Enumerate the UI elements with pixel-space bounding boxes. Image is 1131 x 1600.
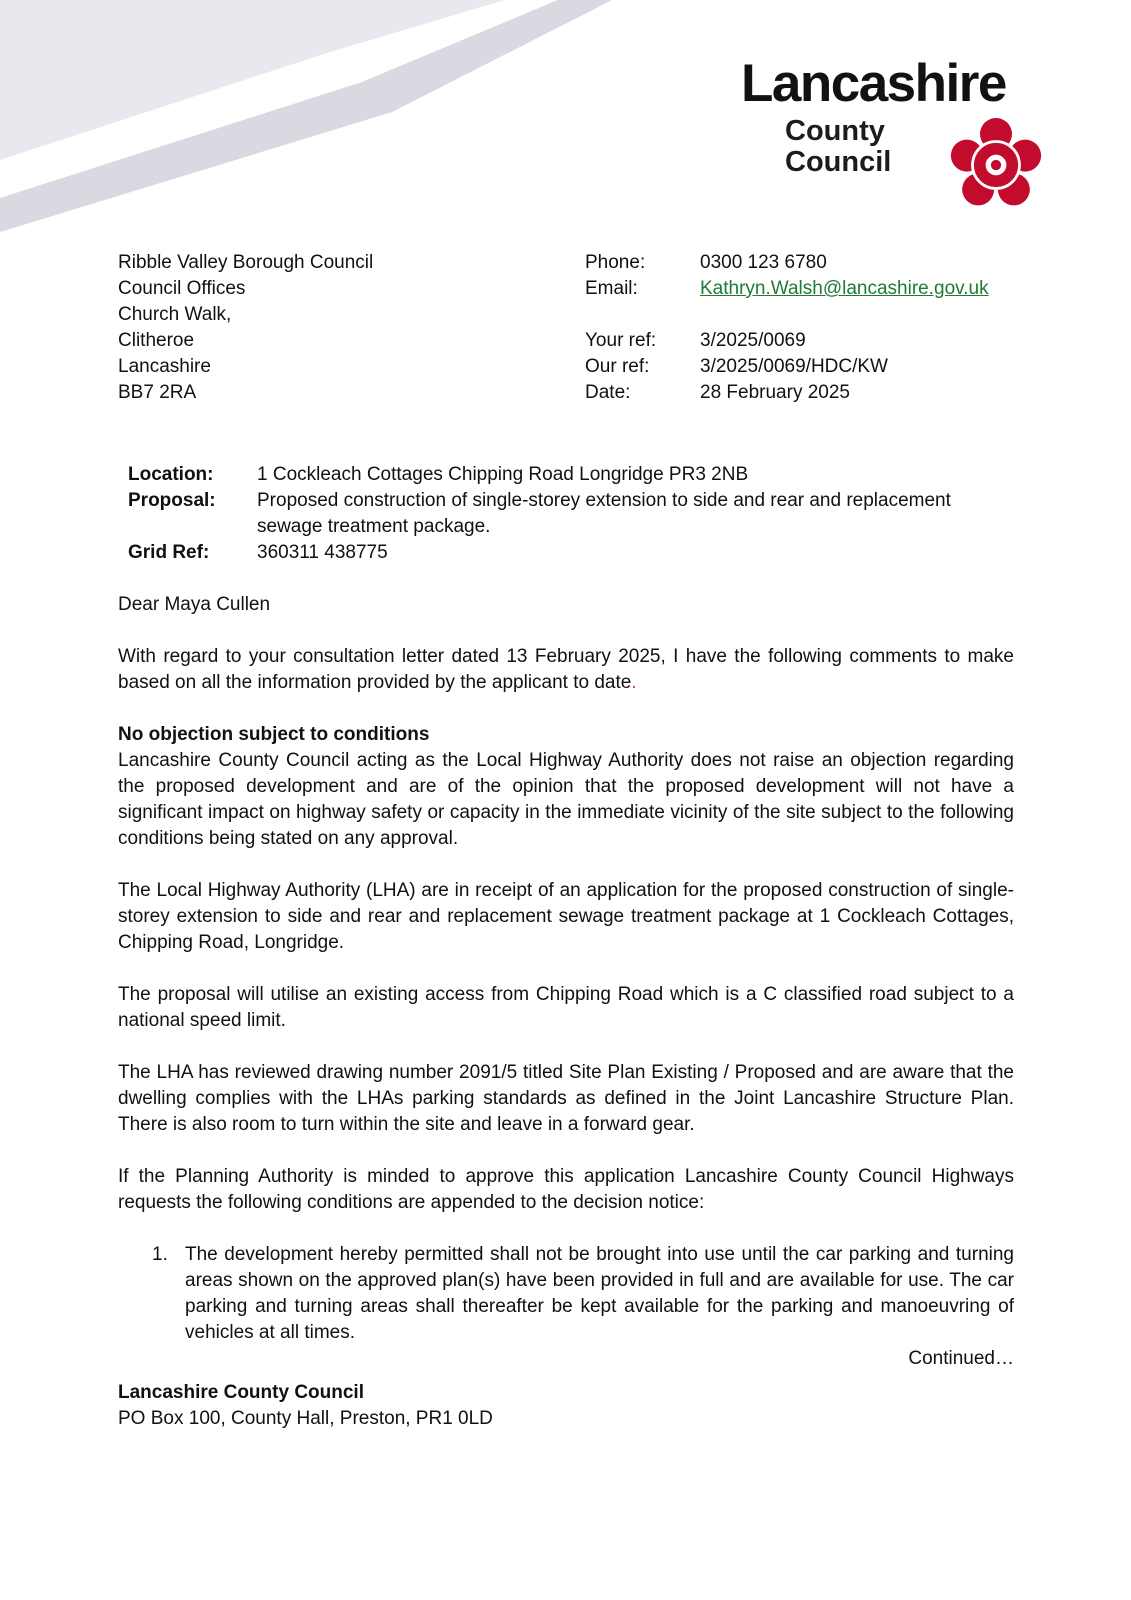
proposal-value: Proposed construction of single-storey extension to side and rear and replacement sewage treatment package. [257,490,951,537]
location-label: Location: [128,464,214,485]
proposal-row [128,488,1014,540]
grid-ref-value: 360311 438775 [257,542,388,563]
lancashire-rose-icon [949,118,1043,212]
grid-ref-label: Grid Ref: [128,542,210,563]
letter-content [118,250,1014,1432]
logo-subtext [785,116,891,178]
phone-row [585,250,1014,276]
red-period: . [631,672,637,693]
conditions-list [118,1242,1014,1346]
address-line: Clitheroe [118,330,195,351]
logo-sub-county: County [785,114,885,147]
address-header-row [118,250,1014,406]
council-logo [741,56,1043,212]
paragraph-access: The proposal will utilise an existing access from Chipping Road which is a C classified road subject to a national speed limit. [118,984,1014,1031]
your-ref-row [585,328,1014,354]
address-line: Lancashire [118,356,211,377]
paragraph-drawing-review: The LHA has reviewed drawing number 2091/5 titled Site Plan Existing / Proposed and are aware that the dwelling complies with the LHAs parking standards as defined in the Joint Lancashire Structure Plan. There is also room to turn within the site and leave in a forward gear. [118,1062,1014,1135]
section-heading: No objection subject to conditions [118,724,430,745]
your-ref-value: 3/2025/0069 [700,330,806,351]
phone-label: Phone: [585,252,646,273]
paragraph-conditions-intro: If the Planning Authority is minded to approve this application Lancashire County Council Highways requests the following conditions are appended to the decision notice: [118,1166,1014,1213]
continued-marker: Continued… [908,1348,1014,1369]
proposal-label: Proposal: [128,490,216,511]
recipient-address [118,250,585,406]
footer-address: PO Box 100, County Hall, Preston, PR1 0LD [118,1408,493,1429]
date-value: 28 February 2025 [700,382,850,403]
header-swoosh-decoration [0,0,620,240]
footer-council-name: Lancashire County Council [118,1382,364,1403]
address-line: Church Walk, [118,304,232,325]
condition-item-text: The development hereby permitted shall not be brought into use until the car parking and turning areas shown on the approved plan(s) have been provided in full and are available for use. The car parking and turning areas shall thereafter be kept available for the parking and manoeuvring of vehicles at all times. [185,1244,1014,1343]
email-label: Email: [585,278,638,299]
our-ref-label: Our ref: [585,356,650,377]
email-row [585,276,1014,302]
case-details [118,462,1014,566]
date-label: Date: [585,382,631,403]
contact-spacer [585,302,1014,328]
date-row [585,380,1014,406]
paragraph-no-objection: Lancashire County Council acting as the Local Highway Authority does not raise an objection regarding the proposed development and are of the opinion that the proposed development will not have a significant impact on highway safety or capacity in the immediate vicinity of the site subject to the following conditions being stated on any approval. [118,750,1014,849]
location-row [128,462,1014,488]
contact-details [585,250,1014,406]
salutation: Dear Maya Cullen [118,594,271,615]
your-ref-label: Your ref: [585,330,657,351]
paragraph-intro [118,644,1014,696]
paragraph-intro-text: With regard to your consultation letter dated 13 February 2025, I have the following comments to make based on all the information provided by the applicant to date [118,646,1014,693]
letter-footer [118,1380,1014,1432]
address-line: BB7 2RA [118,382,197,403]
email-link[interactable]: Kathryn.Walsh@lancashire.gov.uk [700,278,989,299]
address-line: Council Offices [118,278,246,299]
location-value: 1 Cockleach Cottages Chipping Road Longridge PR3 2NB [257,464,749,485]
our-ref-row [585,354,1014,380]
phone-value: 0300 123 6780 [700,252,827,273]
logo-sub-council: Council [785,145,892,178]
condition-item-1 [118,1242,1014,1346]
logo-wordmark: Lancashire [741,54,1006,113]
grid-ref-row [128,540,1014,566]
address-line: Ribble Valley Borough Council [118,252,374,273]
paragraph-application: The Local Highway Authority (LHA) are in receipt of an application for the proposed construction of single-storey extension to side and rear and replacement sewage treatment package at 1 Cockleach Cottages, Chipping Road, Longridge. [118,880,1014,953]
condition-item-number: 1. [152,1244,168,1265]
our-ref-value: 3/2025/0069/HDC/KW [700,356,888,377]
